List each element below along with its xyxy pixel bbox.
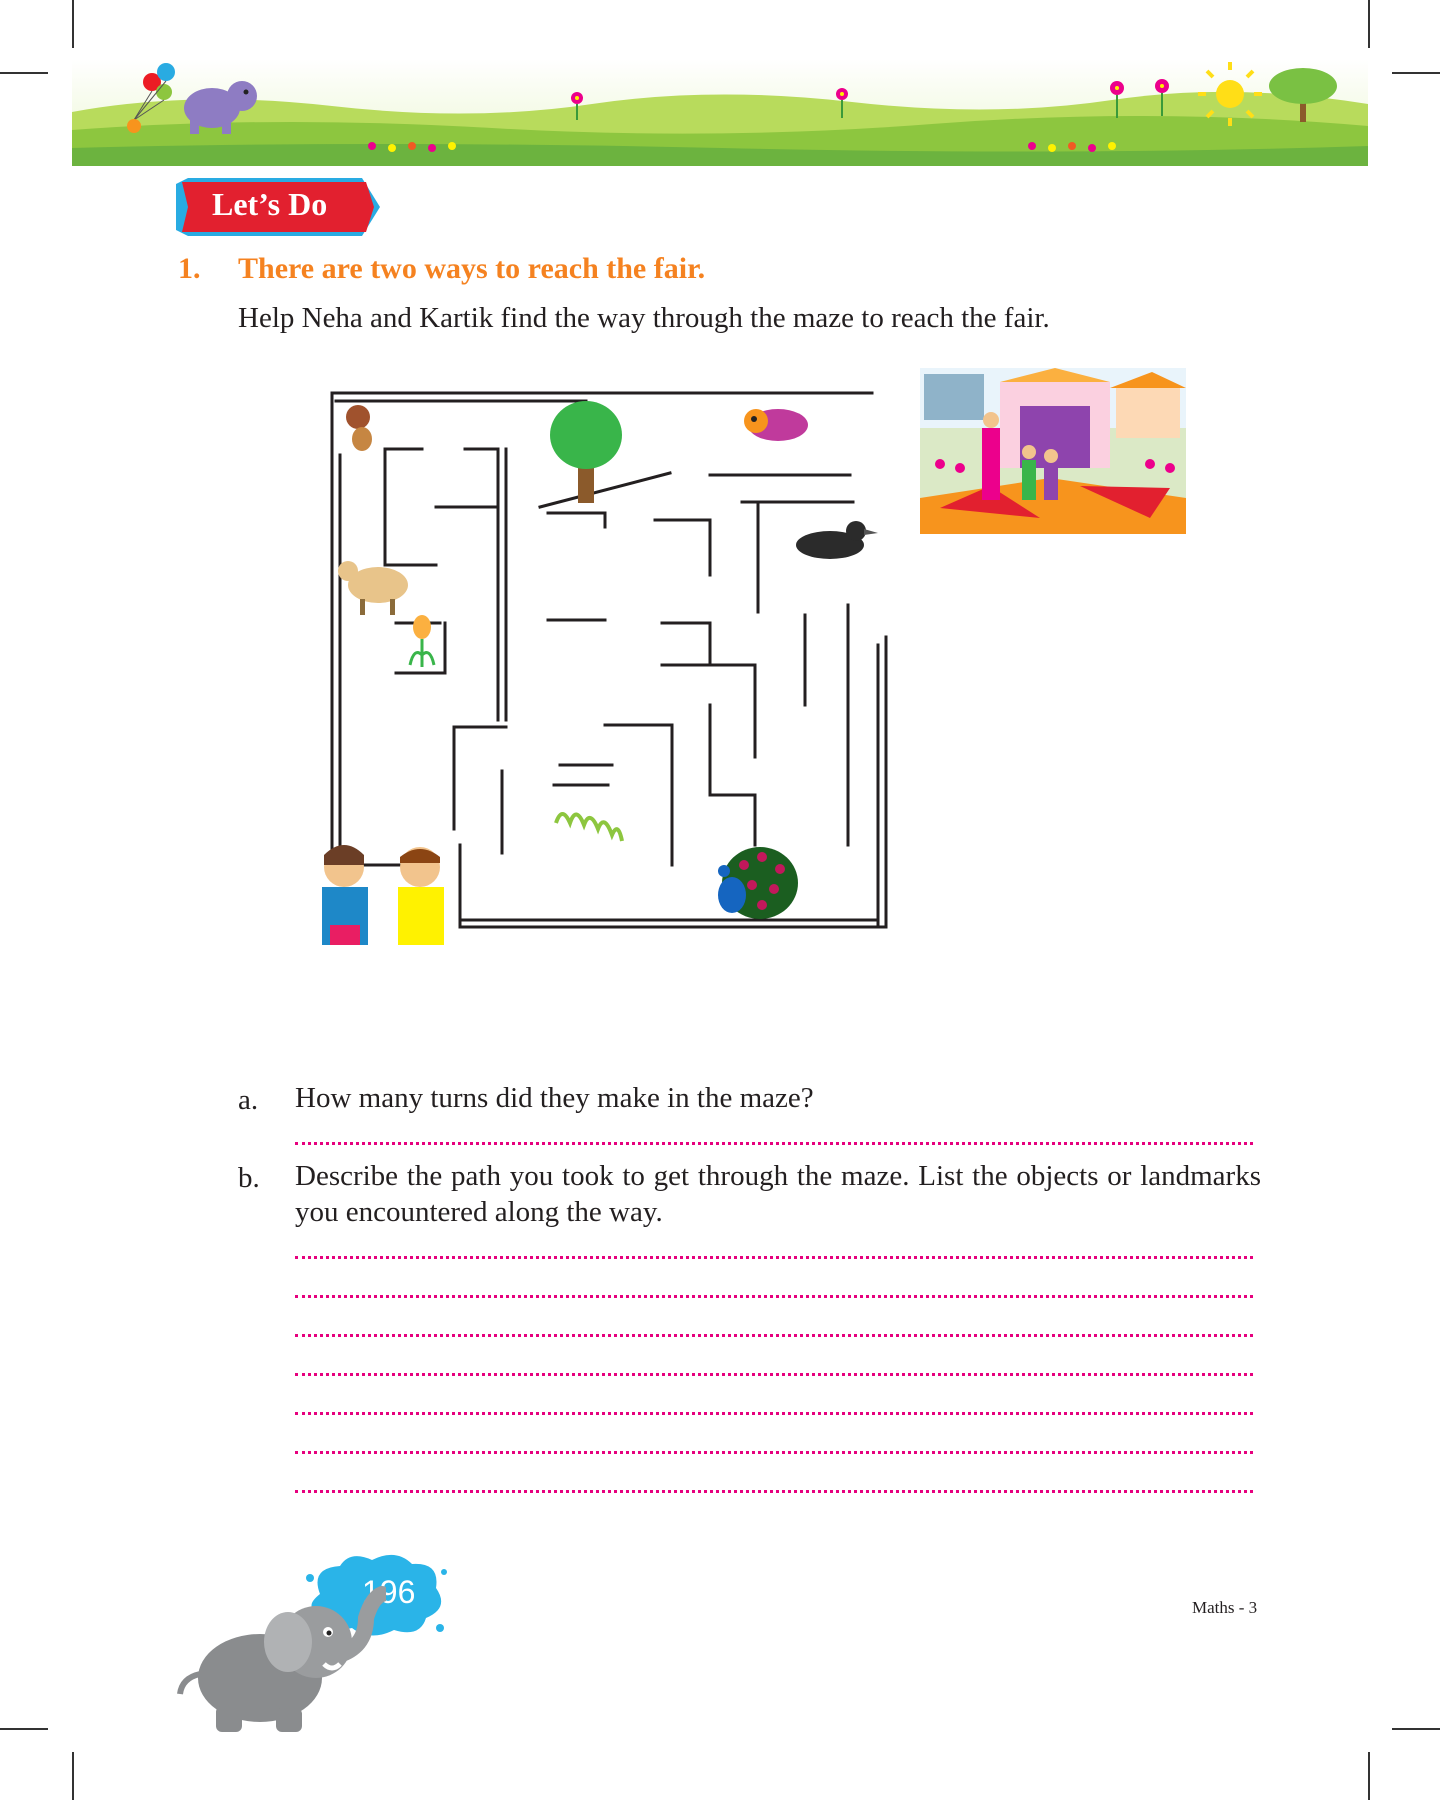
header-banner [72, 60, 1368, 166]
crop-mark [72, 0, 74, 48]
footer-book-label: Maths - 3 [1192, 1598, 1258, 1617]
crop-mark [72, 1752, 74, 1800]
crow-icon [796, 521, 878, 559]
page-number: 196 [362, 1574, 416, 1610]
maze-illustration [300, 365, 900, 945]
boy-kartik-icon [398, 847, 444, 945]
subquestion-a-text: How many turns did they make in the maze? [295, 1082, 814, 1114]
grass-icon [556, 814, 622, 841]
cow-icon [338, 561, 408, 615]
crop-mark [0, 72, 48, 74]
answer-line-b[interactable] [295, 1334, 1253, 1337]
question-number: 1. [178, 252, 201, 285]
answer-line-b[interactable] [295, 1256, 1253, 1259]
answer-line-a[interactable] [295, 1142, 1253, 1145]
elephant-icon [176, 1578, 386, 1738]
answer-line-b[interactable] [295, 1412, 1253, 1415]
crop-mark [1368, 1752, 1370, 1800]
crop-mark [1392, 72, 1440, 74]
question-title: There are two ways to reach the fair. [238, 252, 706, 285]
section-label: Let’s Do [212, 186, 328, 222]
crop-mark [1368, 0, 1370, 48]
subquestion-a-letter: a. [238, 1084, 259, 1116]
girl-neha-icon [322, 845, 368, 945]
subquestion-b-letter: b. [238, 1162, 260, 1194]
bird-icon [744, 409, 808, 441]
fair-illustration [920, 368, 1186, 534]
answer-line-b[interactable] [295, 1295, 1253, 1298]
crop-mark [0, 1728, 48, 1730]
answer-line-b[interactable] [295, 1373, 1253, 1376]
tulip-icon [410, 615, 434, 667]
peacock-icon [718, 847, 798, 919]
monkey-icon [346, 405, 372, 451]
crop-mark [1392, 1728, 1440, 1730]
answer-line-b[interactable] [295, 1490, 1253, 1493]
answer-line-b[interactable] [295, 1451, 1253, 1454]
subquestion-b-text: Describe the path you took to get through the maze. List the objects or landmarks you encountered along the way. [295, 1160, 1261, 1228]
question-description: Help Neha and Kartik find the way through the maze to reach the fair. [238, 302, 1050, 334]
